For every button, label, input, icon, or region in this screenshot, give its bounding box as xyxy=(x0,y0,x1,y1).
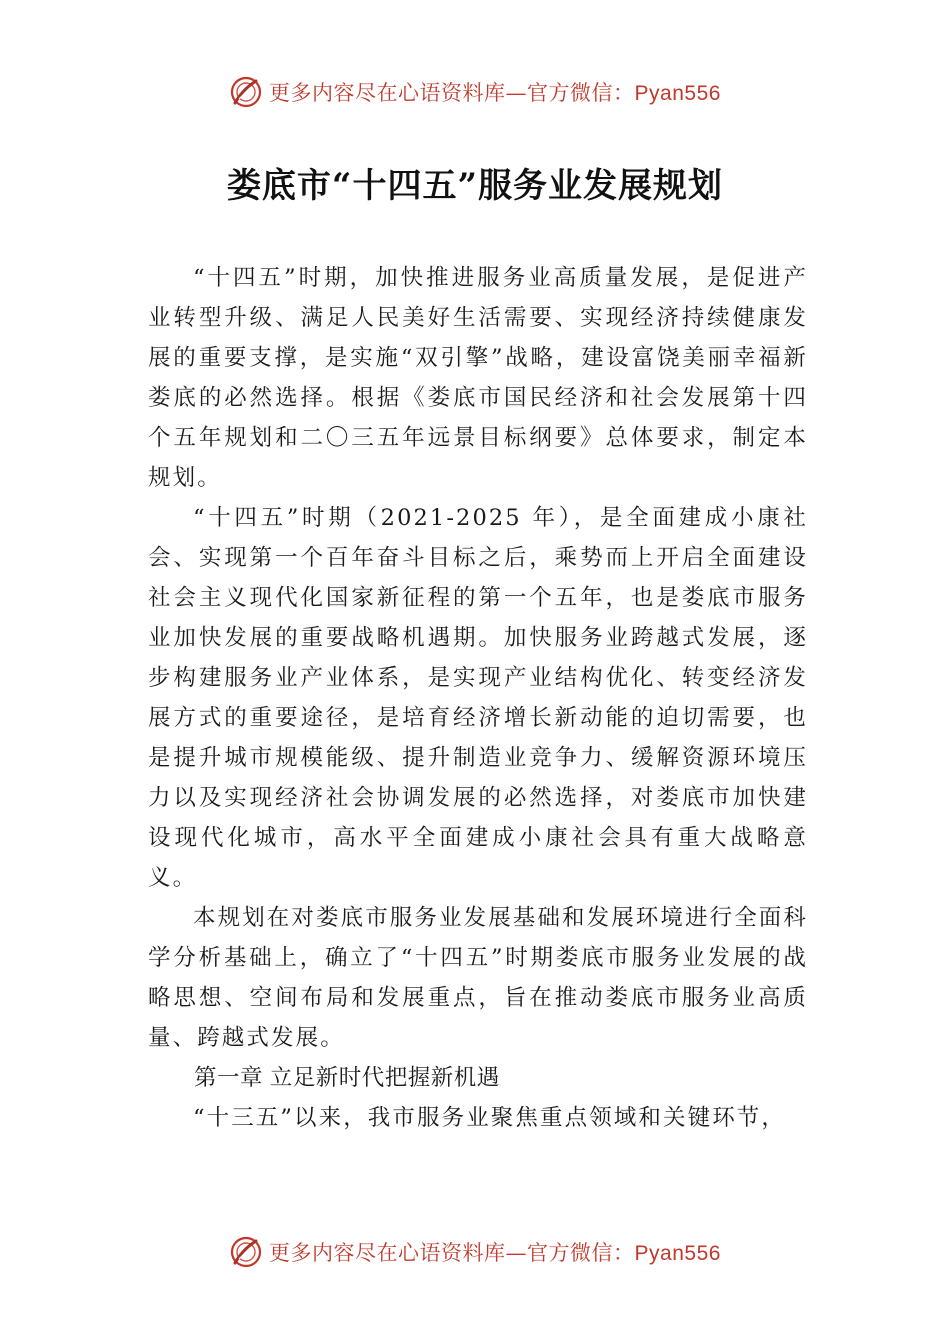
banner-text: 更多内容尽在心语资料库—官方微信：Pyan556 xyxy=(269,81,721,105)
wechat-id: Pyan556 xyxy=(634,82,721,105)
chapter-heading: 第一章 立足新时代把握新机遇 xyxy=(194,1065,500,1090)
wechat-id: Pyan556 xyxy=(634,1242,721,1265)
footer-watermark-banner xyxy=(0,1232,950,1272)
intro-paragraph-2: “十四五”时期（2021-2025 年），是全面建成小康社会、实现第一个百年奋斗目标之后，乘势而上开启全面建设社会主义现代化国家新征程的第一个五年，也是娄底市服务业加快发展的重要战略机遇期。加快服务业跨越式发展，逐步构建服务业产业体系，是实现产业结构优化、转变经济发展方式的重要途径，是培育经济增长新动能的迫切需要，也是提升城市规模能级、提升制造业竞争力、缓解资源环境压力以及实现经济社会协调发展的必然选择，对娄底市加快建设现代化城市，高水平全面建成小康社会具有重大战略意义。 xyxy=(148,505,808,891)
document-body xyxy=(148,258,808,1138)
intro-paragraph-1: “十四五”时期，加快推进服务业高质量发展，是促进产业转型升级、满足人民美好生活需要、实现经济持续健康发展的重要支撑，是实施“双引擎”战略，建设富饶美丽幸福新娄底的必然选择。根据《娄底市国民经济和社会发展第十四个五年规划和二〇三五年远景目标纲要》总体要求，制定本规划。 xyxy=(148,265,808,491)
brand-logo-icon xyxy=(229,75,263,109)
brand-logo-icon xyxy=(229,1235,263,1269)
chapter-paragraph: “十三五”以来，我市服务业聚焦重点领域和关键环节， xyxy=(193,1105,787,1131)
header-watermark-banner xyxy=(0,72,950,112)
intro-paragraph-3: 本规划在对娄底市服务业发展基础和发展环境进行全面科学分析基础上，确立了“十四五”时期娄底市服务业发展的战略思想、空间布局和发展重点，旨在推动娄底市服务业高质量、跨越式发展。 xyxy=(148,905,809,1051)
banner-text: 更多内容尽在心语资料库—官方微信：Pyan556 xyxy=(269,1241,721,1265)
document-title: 娄底市“十四五”服务业发展规划 xyxy=(226,166,724,206)
